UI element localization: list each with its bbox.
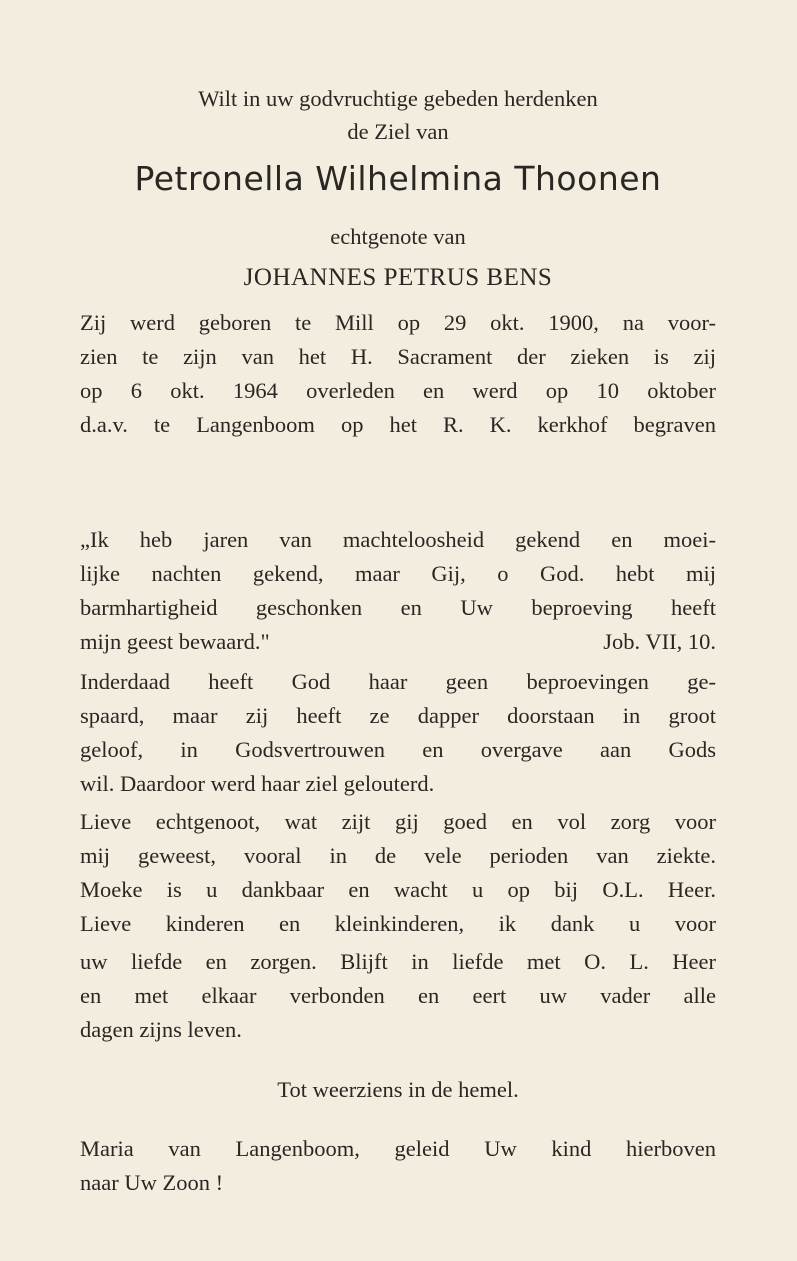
relation-text: echtgenote van — [330, 224, 466, 249]
reflection-line: en met elkaar verbonden en eert uw vader alle — [80, 983, 716, 1008]
quote-line: barmhartigheid geschonken en Uw beproeving heeft — [80, 595, 716, 620]
reflection-line: Inderdaad heeft God haar geen beproevingen ge- — [80, 669, 716, 694]
quote-text: mijn geest bewaard." — [80, 629, 270, 654]
spouse-name: JOHANNES PETRUS BENS — [243, 264, 553, 291]
prayer-line: Maria van Langenboom, geleid Uw kind hierboven — [80, 1136, 716, 1161]
farewell-text: Tot weerziens in de hemel. — [277, 1077, 519, 1102]
intro-text: Wilt in uw godvruchtige gebeden herdenken — [198, 86, 598, 111]
reflection-line: dagen zijns leven. — [80, 1017, 242, 1042]
quote-line: „Ik heb jaren van machteloosheid gekend en moei- — [80, 527, 716, 552]
reflection-line: Lieve echtgenoot, wat zijt gij goed en vol zorg voor — [80, 809, 716, 834]
reflection-line: Lieve kinderen en kleinkinderen, ik dank u voor — [80, 911, 716, 936]
biography-line: d.a.v. te Langenboom op het R. K. kerkhof begraven — [80, 412, 716, 437]
reflection-line: spaard, maar zij heeft ze dapper doorstaan in groot — [80, 703, 716, 728]
biography-line: Zij werd geboren te Mill op 29 okt. 1900, na voor- — [80, 310, 716, 335]
quote-line: lijke nachten gekend, maar Gij, o God. hebt mij — [80, 561, 716, 586]
biography-line: zien te zijn van het H. Sacrament der zieken is zij — [80, 344, 716, 369]
biography-line: op 6 okt. 1964 overleden en werd op 10 oktober — [80, 378, 716, 403]
reflection-line: uw liefde en zorgen. Blijft in liefde met O. L. Heer — [80, 949, 716, 974]
prayer-line: naar Uw Zoon ! — [80, 1170, 224, 1195]
reflection-line: mij geweest, vooral in de vele perioden van ziekte. — [80, 843, 716, 868]
reflection-line: wil. Daardoor werd haar ziel gelouterd. — [80, 771, 435, 796]
deceased-name: Petronella Wilhelmina Thoonen — [134, 159, 662, 198]
reflection-line: Moeke is u dankbaar en wacht u op bij O.L. Heer. — [80, 877, 716, 902]
quote-last-line — [80, 625, 716, 659]
intro-text-2: de Ziel van — [347, 119, 449, 144]
bible-reference: Job. VII, 10. — [603, 629, 716, 654]
reflection-line: geloof, in Godsvertrouwen en overgave aan Gods — [80, 737, 716, 762]
